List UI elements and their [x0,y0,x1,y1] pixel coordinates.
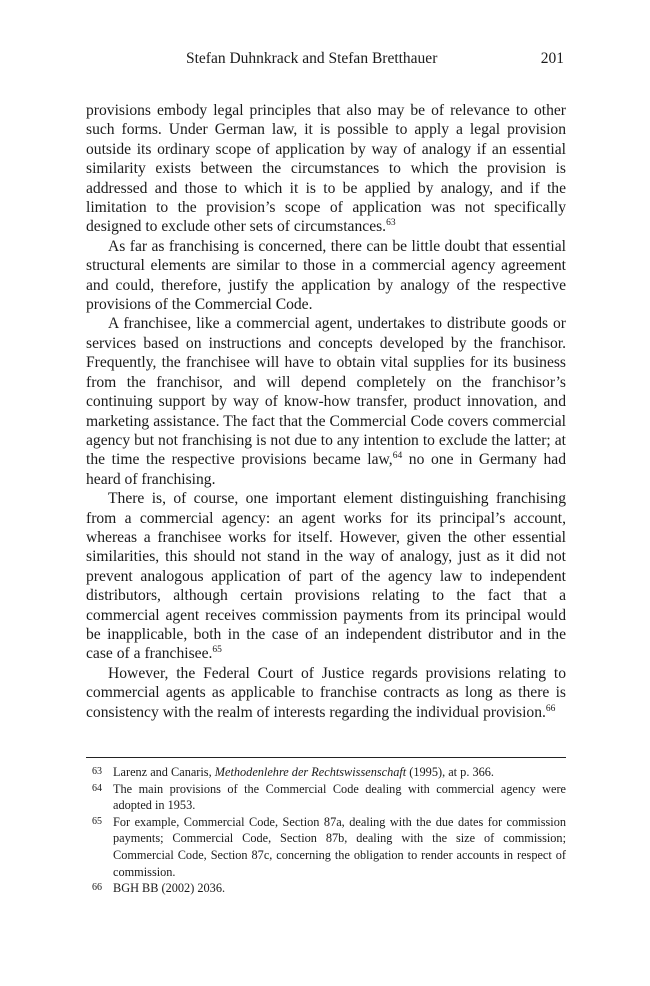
paragraph-2 [86,237,566,315]
footnote-number: 63 [92,766,102,777]
paragraph-text: provisions embody legal principles that also may be of relevance to other such forms. Under German law, it is possible to apply a legal provision outside its ordinary scope of application by way of analogy if an essential similarity exists between the circumstances to which the provision is addressed and those to which it is to be applied by analogy, and if the limitation to the provision’s scope of application was not specifically designed to exclude other sets of circumstances. [86,102,566,236]
paragraph-text-continued: no one in Germany had heard of franchising. [86,451,567,488]
running-header [86,50,566,72]
running-header-authors: Stefan Duhnkrack and Stefan Bretthauer [186,50,438,67]
paragraph-text: However, the Federal Court of Justice regards provisions relating to commercial agents as applicable to franchise contracts as long as there is consistency with the realm of interests regarding the individual provision. [86,664,566,721]
paragraph-text: A franchisee, like a commercial agent, undertakes to distribute goods or services based on instructions and concepts developed by the franchisor. Frequently, the franchisee will have to obtain vital supplies for its business from the franchisor, and will depend completely on the franchisor’s continuing support by way of know-how transfer, product innovation, and marketing assistance. The fact that the Commercial Code covers commercial agency but not franchising is not due to any intention to exclude the latter; at the time the respective provisions became law, [86,315,566,469]
footnotes [86,764,566,897]
footnote-number: 66 [92,882,102,894]
paragraph-text: As far as franchising is concerned, there can be little doubt that essential structural elements are similar to those in a commercial agency agreement and could, therefore, justify the application by analogy of the respective provisions of the Commercial Code. [86,237,566,314]
footnote-64 [86,781,566,814]
footnote-ref-66[interactable]: 66 [545,703,556,714]
body-text [86,101,566,722]
paragraph-text: There is, of course, one important element distinguishing franchising from a commercial agency: an agent works for its principal’s account, whereas a franchisee works for itself. However, given the other essential similarities, this should not stand in the way of analogy, just as it did not prevent analogous application of part of the agency law to independent distributors, although certain provisions relating to the fact that a commercial agent receives commission payments from its principal would be inapplicable, both in the case of an independent distributor and in the case of a franchisee. [86,490,566,663]
footnote-text: BGH BB (2002) 2036. [113,881,226,896]
footnote-ref-63[interactable]: 63 [386,218,396,229]
footnote-63 [86,764,566,781]
paragraph-5 [86,664,566,722]
paragraph-3 [86,314,566,489]
footnote-book-title: Methodenlehre der Rechtswissenschaft [214,765,407,779]
footnote-ref-64[interactable]: 64 [392,451,403,462]
footnote-text: For example, Commercial Code, Section 87a, dealing with the due dates for commission payments; Commercial Code, Section 87b, dealing with the size of commission; Commercial Code, Section 87c, concerning the obligation to render accounts in respect of commission. [113,814,566,879]
footnote-number: 64 [92,782,102,794]
paragraph-4 [86,489,566,664]
footnote-text-continued: (1995), at p. 366. [406,765,494,779]
footnote-number: 65 [92,815,102,827]
paragraph-1 [86,101,566,237]
footnote-text: The main provisions of the Commercial Code dealing with commercial agency were adopted in 1953. [113,781,566,813]
page-number: 201 [540,50,564,67]
footnote-divider [86,757,566,758]
footnote-65 [86,814,566,880]
footnote-66 [86,880,566,897]
footnote-ref-65[interactable]: 65 [212,645,222,656]
footnote-text: Larenz and Canaris, [113,765,215,779]
